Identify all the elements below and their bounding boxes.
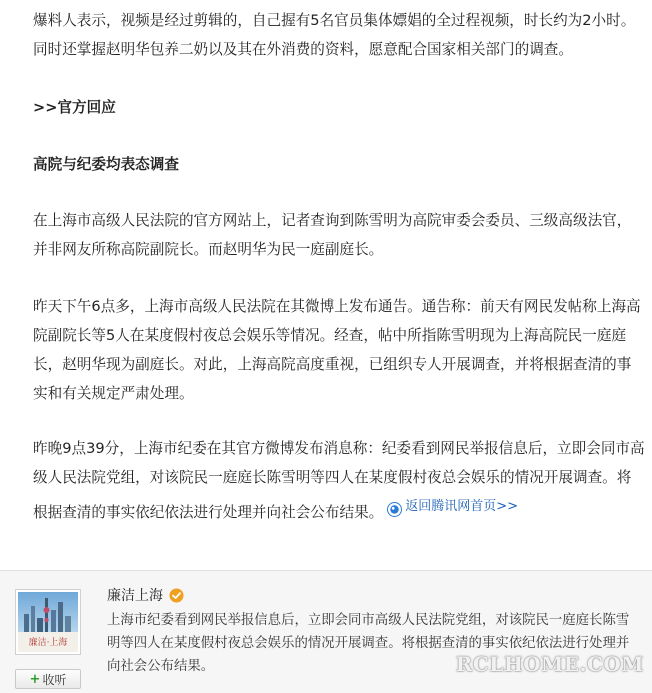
account-name[interactable] xyxy=(107,585,184,605)
sub-heading: 高院与纪委均表态调查 xyxy=(33,156,179,173)
site-watermark: RCLHOME.COM xyxy=(455,652,644,676)
follow-button[interactable] xyxy=(15,669,81,689)
paragraph-discipline-commission xyxy=(33,434,645,527)
paragraph-court-website: 在上海市高级人民法院的官方网站上，记者查询到陈雪明为高院审委会委员、三级高级法官，并非网友所称高院副院长。而赵明华为民一庭副庭长。 xyxy=(33,212,632,258)
account-avatar[interactable] xyxy=(15,589,81,655)
verified-badge-icon xyxy=(169,588,184,603)
account-name-text: 廉洁上海 xyxy=(107,588,163,604)
tencent-logo-icon xyxy=(387,499,402,514)
plus-icon: + xyxy=(29,671,41,687)
paragraph-discipline-text: 昨晚9点39分，上海市纪委在其官方微博发布消息称：纪委看到网民举报信息后，立即会同市高级人民法院党组，对该院民一庭庭长陈雪明等四人在某度假村夜总会娱乐的情况开展调查。将根据查清的事实依纪依法进行处理并向社会公布结果。 xyxy=(33,440,645,521)
paragraph-whistleblower: 爆料人表示，视频是经过剪辑的，自己握有5名官员集体嫖娼的全过程视频，时长约为2小时。同时还掌握赵明华包养二奶以及其在外消费的资料，愿意配合国家相关部门的调查。 xyxy=(33,12,636,58)
back-to-homepage-link[interactable] xyxy=(387,492,518,521)
weibo-post-text: 上海市纪委看到网民举报信息后，立即会同市高级人民法院党组，对该院民一庭庭长陈雪明等四人在某度假村夜总会娱乐的情况开展调查。将根据查清的事实依纪依法进行处理并向社会公布结果。 xyxy=(107,613,630,674)
follow-label: 收听 xyxy=(42,672,67,687)
shanghai-skyline-image xyxy=(18,592,78,652)
avatar-caption: 廉洁·上海 xyxy=(28,638,68,648)
back-link-label: 返回腾讯网首页>> xyxy=(405,499,519,514)
section-heading: >>官方回应 xyxy=(33,99,116,116)
paragraph-court-weibo: 昨天下午6点多，上海市高级人民法院在其微博上发布通告。通告称：前天有网民发帖称上海高院副院长等5人在某度假村夜总会娱乐等情况。经查，帖中所指陈雪明现为上海高院民一庭庭长，赵明华现为副庭长。对此，上海高院高度重视，已组织专人开展调查，并将根据查清的事实和有关规定严肃处理。 xyxy=(33,298,641,402)
